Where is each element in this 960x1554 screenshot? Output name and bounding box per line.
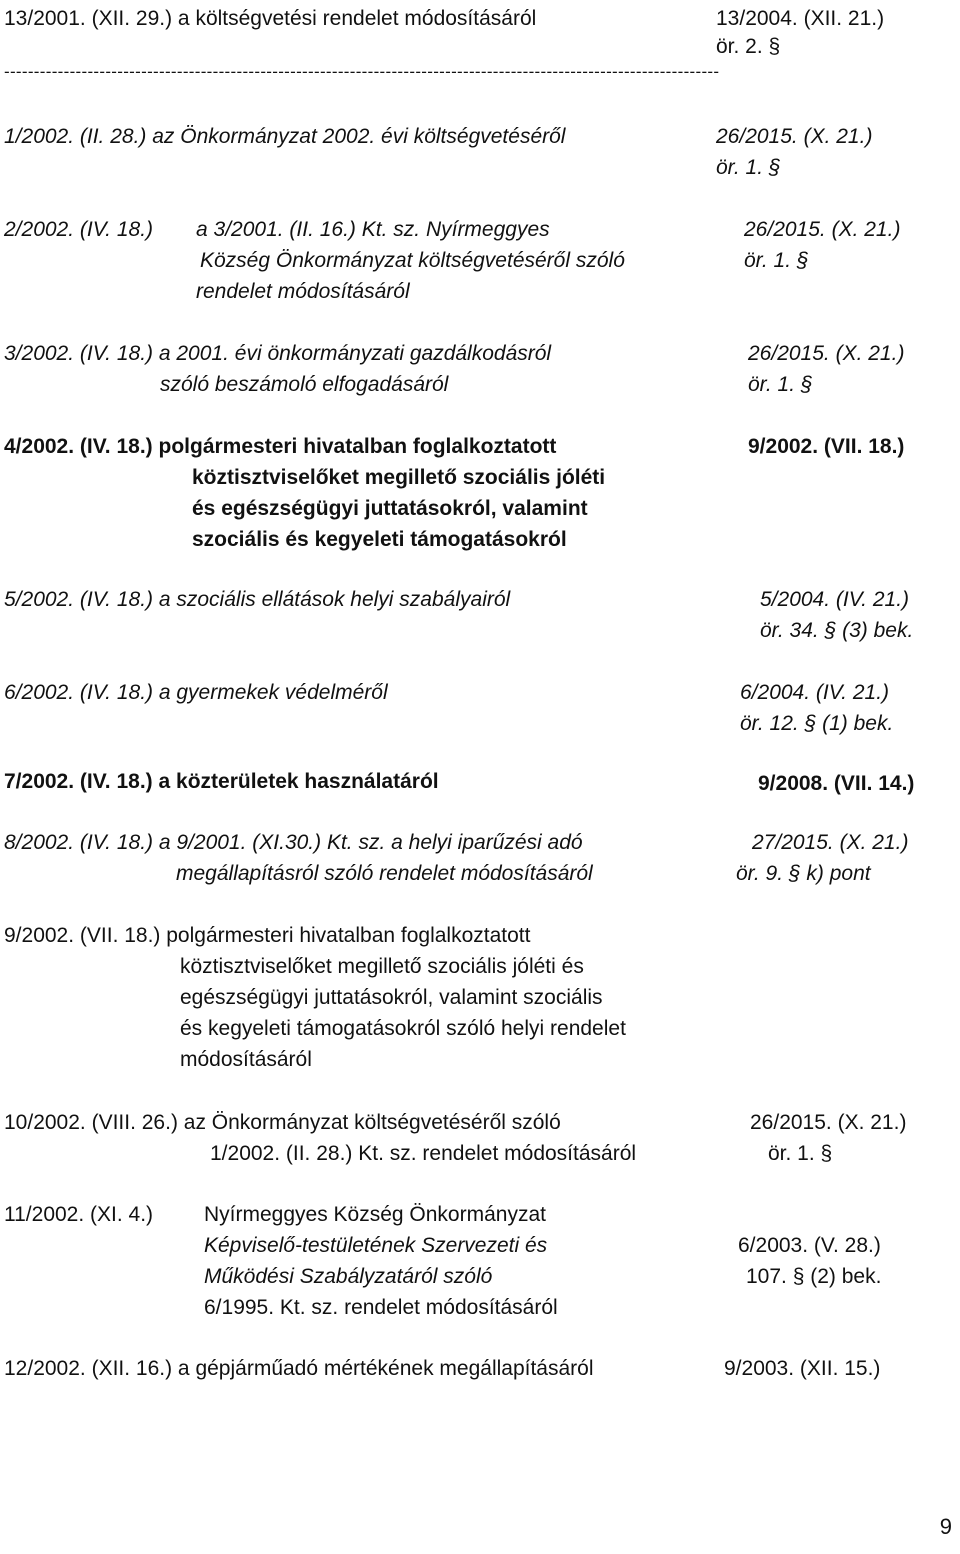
entry-title: 3/2002. (IV. 18.) a 2001. évi önkormányzati gazdálkodásról: [4, 342, 552, 365]
entry-repeal-ref: 9/2003. (XII. 15.): [724, 1357, 881, 1380]
entry-title-line: módosításáról: [180, 1048, 312, 1071]
entry-title: 1/2002. (II. 28.) az Önkormányzat 2002. évi költségvetéséről: [4, 125, 566, 148]
entry-title: 10/2002. (VIII. 26.) az Önkormányzat költségvetéséről szóló: [4, 1111, 561, 1134]
entry-repeal-paragraph: ör. 1. §: [744, 249, 809, 272]
entry-repeal-paragraph: ör. 12. § (1) bek.: [740, 712, 894, 735]
entry-repeal-ref: 26/2015. (X. 21.): [744, 218, 901, 241]
entry-title-line: egészségügyi juttatásokról, valamint szociális: [180, 986, 603, 1009]
entry-title-line: köztisztviselőket megillető szociális jóléti és: [180, 955, 584, 978]
entry-title: 9/2002. (VII. 18.) polgármesteri hivatalban foglalkoztatott: [4, 924, 531, 947]
entry-repeal-paragraph: ör. 1. §: [748, 373, 813, 396]
entry-title: Nyírmeggyes Község Önkormányzat: [204, 1203, 546, 1226]
header-paragraph: ör. 2. §: [716, 35, 781, 58]
entry-title: 8/2002. (IV. 18.) a 9/2001. (XI.30.) Kt. sz. a helyi iparűzési adó: [4, 831, 583, 854]
entry-repeal-paragraph: 107. § (2) bek.: [746, 1265, 882, 1288]
entry-title-line: Működési Szabályzatáról szóló: [204, 1265, 493, 1288]
entry-repeal-paragraph: ör. 34. § (3) bek.: [760, 619, 914, 642]
entry-title-line: 1/2002. (II. 28.) Kt. sz. rendelet módosításáról: [210, 1142, 637, 1165]
entry-title: 4/2002. (IV. 18.) polgármesteri hivatalban foglalkoztatott: [4, 435, 557, 458]
entry-title: a 3/2001. (II. 16.) Kt. sz. Nyírmeggyes: [196, 218, 550, 241]
entry-repeal-ref: 5/2004. (IV. 21.): [760, 588, 910, 611]
entry-title-line: Képviselő-testületének Szervezeti és: [204, 1234, 548, 1257]
entry-title: 12/2002. (XII. 16.) a gépjárműadó mértékének megállapításáról: [4, 1357, 594, 1380]
entry-number: 11/2002. (XI. 4.): [4, 1203, 154, 1226]
header-text: 13/2001. (XII. 29.) a költségvetési rendelet módosításáról: [4, 7, 537, 30]
entry-repeal-ref: 26/2015. (X. 21.): [750, 1111, 907, 1134]
entry-title-line: 6/1995. Kt. sz. rendelet módosításáról: [204, 1296, 558, 1319]
entry-repeal-paragraph: ör. 1. §: [768, 1142, 833, 1165]
entry-title-line: és kegyeleti támogatásokról szóló helyi rendelet: [180, 1017, 626, 1040]
entry-title-line: köztisztviselőket megillető szociális jóléti: [192, 466, 606, 489]
entry-repeal-ref: 26/2015. (X. 21.): [716, 125, 873, 148]
entry-repeal-ref: 6/2004. (IV. 21.): [740, 681, 890, 704]
entry-repeal-ref: 27/2015. (X. 21.): [752, 831, 909, 854]
entry-repeal-ref: 26/2015. (X. 21.): [748, 342, 905, 365]
entry-title-line: megállapításról szóló rendelet módosításáról: [176, 862, 593, 885]
entry-title-line: szociális és kegyeleti támogatásokról: [192, 528, 567, 551]
entry-repeal-ref: 9/2008. (VII. 14.): [758, 772, 915, 795]
header-reference: 13/2004. (XII. 21.): [716, 7, 885, 30]
entry-repeal-paragraph: ör. 9. § k) pont: [736, 862, 871, 885]
entry-title-line: szóló beszámoló elfogadásáról: [160, 373, 449, 396]
entry-repeal-ref: 6/2003. (V. 28.): [738, 1234, 881, 1257]
entry-title-line: rendelet módosításáról: [196, 280, 410, 303]
separator-line: ------------------------------------------------------------------------------------------------------------------------: [4, 62, 720, 81]
page-number: 9: [939, 1514, 952, 1539]
entry-repeal-paragraph: ör. 1. §: [716, 156, 781, 179]
entry-title-line: Község Önkormányzat költségvetéséről szóló: [200, 249, 625, 272]
entry-title: 7/2002. (IV. 18.) a közterületek használatáról: [4, 770, 439, 793]
entry-title-line: és egészségügyi juttatásokról, valamint: [192, 497, 588, 520]
entry-number: 2/2002. (IV. 18.): [4, 218, 154, 241]
entry-title: 6/2002. (IV. 18.) a gyermekek védelméről: [4, 681, 388, 704]
entry-title: 5/2002. (IV. 18.) a szociális ellátások helyi szabályairól: [4, 588, 511, 611]
entry-repeal-ref: 9/2002. (VII. 18.): [748, 435, 905, 458]
